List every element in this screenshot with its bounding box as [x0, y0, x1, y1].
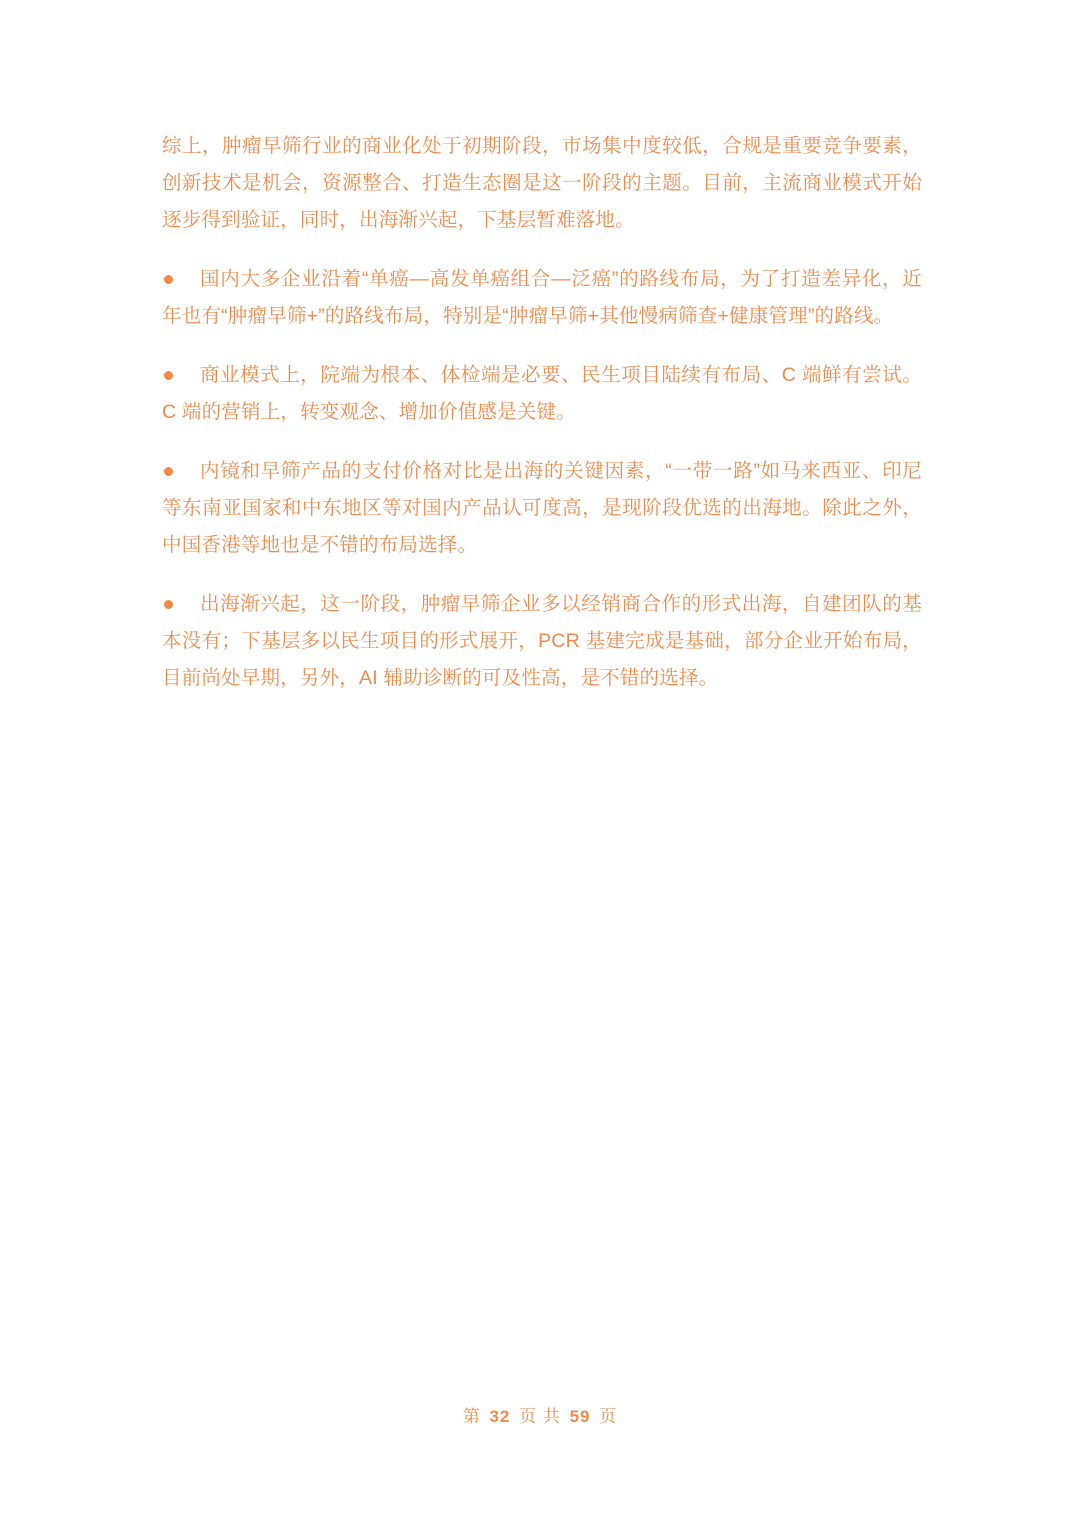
intro-paragraph: 综上，肿瘤早筛行业的商业化处于初期阶段，市场集中度较低，合规是重要竞争要素，创新技术是机会，资源整合、打造生态圈是这一阶段的主题。目前，主流商业模式开始逐步得到验证，同时，出海渐兴起，下基层暂难落地。	[162, 135, 922, 231]
footer-middle: 页 共	[519, 1407, 561, 1426]
bullet-dot-icon	[164, 600, 173, 609]
footer-prefix: 第	[462, 1407, 481, 1426]
list-item-text: 出海渐兴起，这一阶段，肿瘤早筛企业多以经销商合作的形式出海，自建团队的基本没有；下基层多以民生项目的形式展开，PCR 基建完成是基础，部分企业开始布局，目前尚处早期，另外，AI 辅助诊断的可及性高，是不错的选择。	[162, 593, 922, 689]
bullet-dot-icon	[164, 275, 173, 284]
list-item	[162, 357, 922, 431]
footer-suffix: 页	[599, 1407, 618, 1426]
footer-current-page: 32	[489, 1407, 511, 1426]
bullet-dot-icon	[164, 467, 173, 476]
list-item-text: 商业模式上，院端为根本、体检端是必要、民生项目陆续有布局、C 端鲜有尝试。C 端的营销上，转变观念、增加价值感是关键。	[162, 364, 922, 423]
list-item	[162, 453, 922, 564]
footer-total-pages: 59	[569, 1407, 591, 1426]
page-content	[162, 128, 922, 719]
list-item-text: 内镜和早筛产品的支付价格对比是出海的关键因素，“一带一路”如马来西亚、印尼等东南亚国家和中东地区等对国内产品认可度高，是现阶段优选的出海地。除此之外，中国香港等地也是不错的布局选择。	[162, 460, 922, 556]
list-item-text: 国内大多企业沿着“单癌—高发单癌组合—泛癌”的路线布局，为了打造差异化，近年也有“肿瘤早筛+”的路线布局，特别是“肿瘤早筛+其他慢病筛查+健康管理”的路线。	[162, 268, 922, 327]
list-item	[162, 261, 922, 335]
bullet-dot-icon	[164, 371, 173, 380]
page-footer	[0, 1402, 1080, 1427]
list-item	[162, 586, 922, 697]
